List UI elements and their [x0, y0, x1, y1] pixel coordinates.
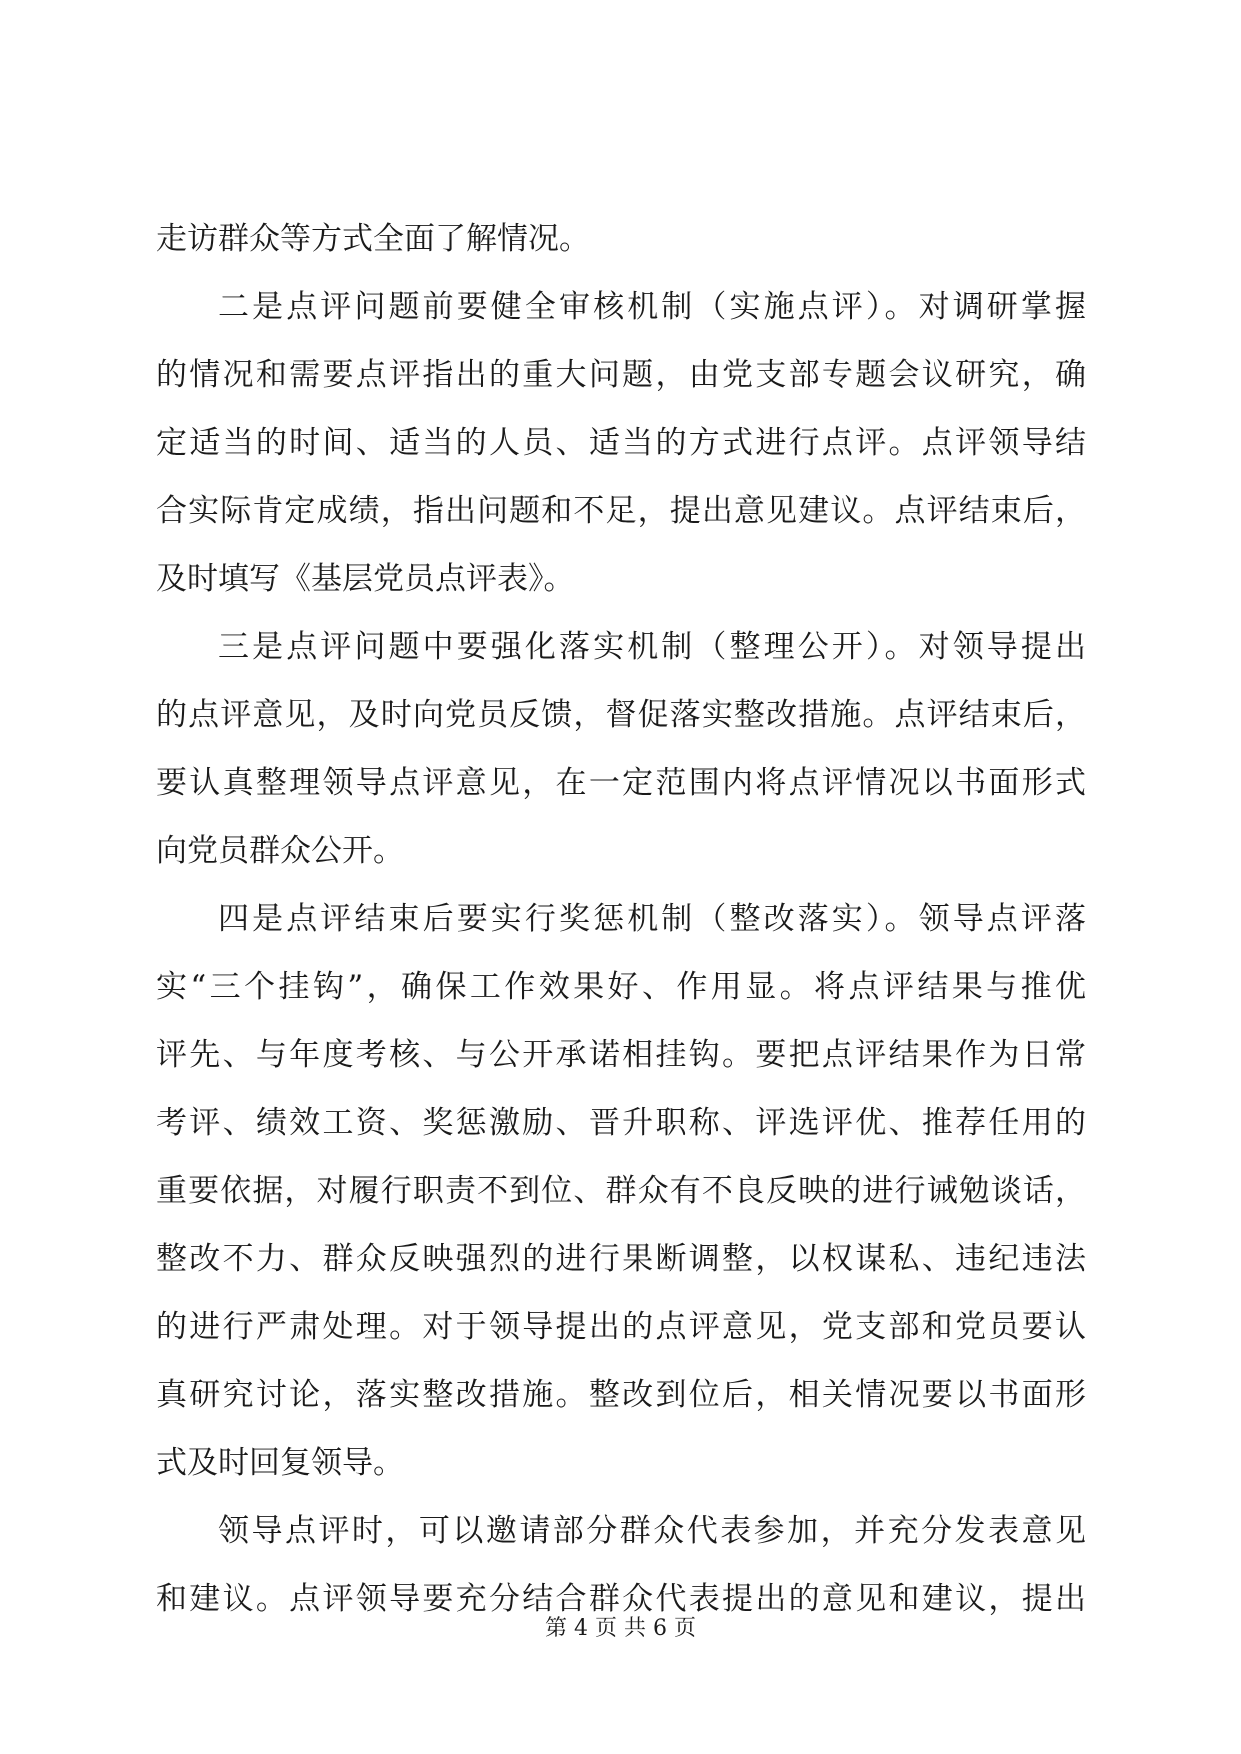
paragraph-line: 考评、绩效工资、奖惩激励、晋升职称、评选评优、推荐任用的	[156, 1105, 1086, 1141]
paragraph-line: 四是点评结束后要实行奖惩机制（整改落实）。领导点评落	[218, 901, 1086, 937]
paragraph-line: 的点评意见，及时向党员反馈，督促落实整改措施。点评结束后，	[156, 697, 1086, 733]
paragraph-line: 重要依据，对履行职责不到位、群众有不良反映的进行诫勉谈话，	[156, 1173, 1086, 1209]
paragraph-line: 式及时回复领导。	[156, 1445, 404, 1481]
paragraph-line: 要认真整理领导点评意见，在一定范围内将点评情况以书面形式	[156, 765, 1086, 801]
paragraph-line: 二是点评问题前要健全审核机制（实施点评）。对调研掌握	[218, 289, 1086, 325]
paragraph-line: 向党员群众公开。	[156, 833, 404, 869]
paragraph-line: 定适当的时间、适当的人员、适当的方式进行点评。点评领导结	[156, 425, 1086, 461]
paragraph-line: 三是点评问题中要强化落实机制（整理公开）。对领导提出	[218, 629, 1086, 665]
paragraph-line: 实“三个挂钩”，确保工作效果好、作用显。将点评结果与推优	[156, 969, 1086, 1005]
paragraph-line: 走访群众等方式全面了解情况。	[156, 221, 590, 257]
paragraph-line: 真研究讨论，落实整改措施。整改到位后，相关情况要以书面形	[156, 1377, 1086, 1413]
paragraph-line: 及时填写《基层党员点评表》。	[156, 561, 575, 597]
paragraph-line: 整改不力、群众反映强烈的进行果断调整，以权谋私、违纪违法	[156, 1241, 1086, 1277]
page-number-footer: 第 4 页 共 6 页	[545, 1616, 696, 1641]
paragraph-line: 领导点评时，可以邀请部分群众代表参加，并充分发表意见	[218, 1513, 1086, 1549]
paragraph-line: 合实际肯定成绩，指出问题和不足，提出意见建议。点评结束后，	[156, 493, 1086, 529]
paragraph-line: 的进行严肃处理。对于领导提出的点评意见，党支部和党员要认	[156, 1309, 1086, 1345]
paragraph-line: 和建议。点评领导要充分结合群众代表提出的意见和建议，提出	[156, 1581, 1086, 1617]
paragraph-line: 的情况和需要点评指出的重大问题，由党支部专题会议研究，确	[156, 357, 1086, 393]
paragraph-line: 评先、与年度考核、与公开承诺相挂钩。要把点评结果作为日常	[156, 1037, 1086, 1073]
document-body	[156, 205, 1086, 1633]
